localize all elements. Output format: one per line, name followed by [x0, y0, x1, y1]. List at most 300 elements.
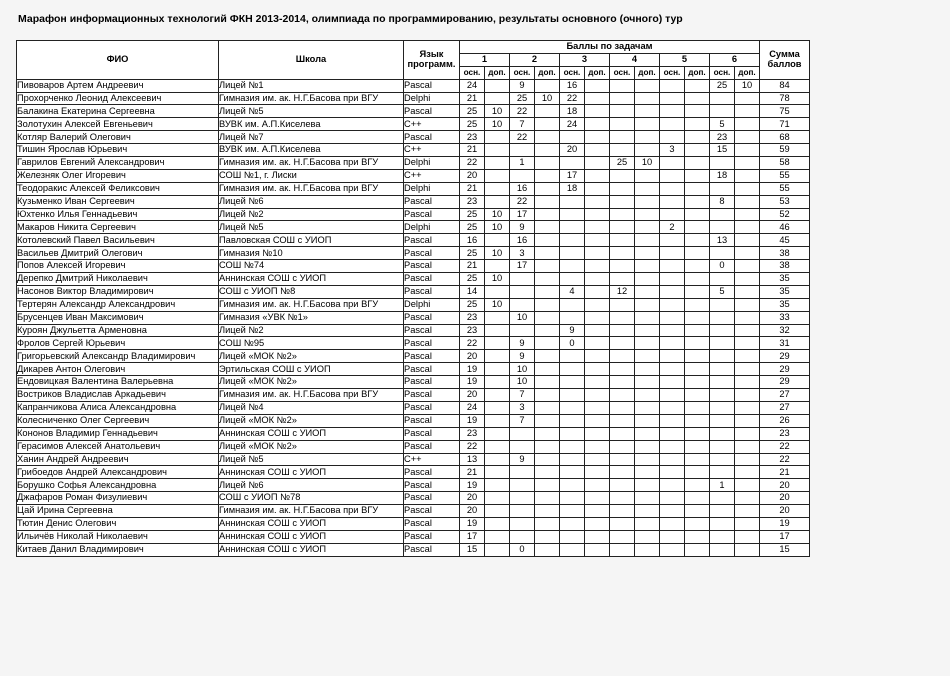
participant-name: Кононов Владимир Геннадьевич: [17, 427, 219, 440]
score-cell: 16: [460, 234, 485, 247]
programming-language: Pascal: [404, 285, 460, 298]
score-cell: [585, 195, 610, 208]
score-cell: [610, 530, 635, 543]
score-cell: [560, 505, 585, 518]
programming-language: Pascal: [404, 466, 460, 479]
score-cell: 18: [560, 182, 585, 195]
table-row: [17, 118, 810, 131]
total-score: 23: [760, 427, 810, 440]
programming-language: Pascal: [404, 311, 460, 324]
score-cell: [560, 376, 585, 389]
total-score: 19: [760, 517, 810, 530]
score-cell: 3: [660, 144, 685, 157]
score-cell: [485, 376, 510, 389]
score-cell: [710, 273, 735, 286]
header-osn-4: осн.: [610, 66, 635, 79]
score-cell: [610, 169, 635, 182]
score-cell: 25: [460, 118, 485, 131]
score-cell: [535, 505, 560, 518]
score-cell: [660, 427, 685, 440]
score-cell: [610, 517, 635, 530]
score-cell: 14: [460, 285, 485, 298]
document-title: Марафон информационных технологий ФКН 2013-2014, олимпиада по программированию, результаты основного (очного) тур: [18, 13, 683, 25]
total-score: 22: [760, 440, 810, 453]
score-cell: [610, 247, 635, 260]
score-cell: [635, 273, 660, 286]
table-row: [17, 157, 810, 170]
score-cell: [535, 324, 560, 337]
score-cell: 13: [460, 453, 485, 466]
score-cell: [585, 401, 610, 414]
score-cell: [635, 466, 660, 479]
score-cell: [585, 92, 610, 105]
score-cell: [485, 466, 510, 479]
score-cell: [585, 298, 610, 311]
score-cell: [635, 401, 660, 414]
score-cell: [685, 479, 710, 492]
score-cell: [485, 530, 510, 543]
score-cell: 25: [460, 105, 485, 118]
total-score: 29: [760, 350, 810, 363]
score-cell: 10: [485, 273, 510, 286]
total-score: 84: [760, 79, 810, 92]
results-table: [16, 40, 810, 557]
table-row: [17, 389, 810, 402]
score-cell: [610, 427, 635, 440]
score-cell: [610, 221, 635, 234]
score-cell: [635, 208, 660, 221]
score-cell: [535, 260, 560, 273]
score-cell: [685, 285, 710, 298]
score-cell: [735, 195, 760, 208]
score-cell: 9: [560, 324, 585, 337]
table-row: [17, 131, 810, 144]
programming-language: Delphi: [404, 182, 460, 195]
score-cell: 23: [710, 131, 735, 144]
score-cell: [535, 530, 560, 543]
score-cell: [610, 337, 635, 350]
score-cell: [535, 144, 560, 157]
score-cell: [710, 182, 735, 195]
score-cell: [485, 440, 510, 453]
programming-language: Pascal: [404, 376, 460, 389]
programming-language: Pascal: [404, 479, 460, 492]
participant-name: Тишин Ярослав Юрьевич: [17, 144, 219, 157]
score-cell: [735, 131, 760, 144]
score-cell: [485, 285, 510, 298]
school-name: Гимназия им. ак. Н.Г.Басова при ВГУ: [219, 92, 404, 105]
score-cell: [535, 195, 560, 208]
score-cell: [735, 492, 760, 505]
score-cell: [660, 492, 685, 505]
score-cell: [635, 79, 660, 92]
score-cell: 23: [460, 427, 485, 440]
score-cell: [635, 105, 660, 118]
score-cell: [735, 247, 760, 260]
programming-language: Pascal: [404, 492, 460, 505]
score-cell: [585, 376, 610, 389]
score-cell: [685, 208, 710, 221]
score-cell: [610, 311, 635, 324]
participant-name: Востриков Владислав Аркадьевич: [17, 389, 219, 402]
score-cell: [735, 169, 760, 182]
score-cell: 10: [535, 92, 560, 105]
participant-name: Кузьменко Иван Сергеевич: [17, 195, 219, 208]
score-cell: [710, 105, 735, 118]
table-row: [17, 376, 810, 389]
participant-name: Гаврилов Евгений Александрович: [17, 157, 219, 170]
table-row: [17, 144, 810, 157]
header-total: Сумма баллов: [760, 41, 810, 80]
header-dop-4: доп.: [635, 66, 660, 79]
score-cell: 17: [510, 260, 535, 273]
school-name: Павловская СОШ с УИОП: [219, 234, 404, 247]
score-cell: [610, 543, 635, 556]
score-cell: [735, 337, 760, 350]
score-cell: 7: [510, 118, 535, 131]
score-cell: [685, 247, 710, 260]
header-task-5: 5: [660, 53, 710, 66]
score-cell: [485, 350, 510, 363]
score-cell: [735, 427, 760, 440]
score-cell: [660, 195, 685, 208]
score-cell: [560, 195, 585, 208]
score-cell: [635, 182, 660, 195]
score-cell: [560, 363, 585, 376]
score-cell: 16: [510, 182, 535, 195]
score-cell: 9: [510, 221, 535, 234]
participant-name: Тютин Денис Олегович: [17, 517, 219, 530]
score-cell: 1: [510, 157, 535, 170]
score-cell: [485, 195, 510, 208]
table-row: [17, 505, 810, 518]
total-score: 20: [760, 479, 810, 492]
score-cell: [735, 260, 760, 273]
score-cell: [535, 131, 560, 144]
score-cell: [535, 466, 560, 479]
score-cell: 9: [510, 337, 535, 350]
score-cell: [635, 505, 660, 518]
score-cell: [535, 517, 560, 530]
score-cell: [485, 543, 510, 556]
score-cell: 10: [510, 311, 535, 324]
table-row: [17, 492, 810, 505]
score-cell: [710, 401, 735, 414]
score-cell: [610, 208, 635, 221]
score-cell: 10: [485, 221, 510, 234]
school-name: Аннинская СОШ с УИОП: [219, 466, 404, 479]
total-score: 20: [760, 505, 810, 518]
score-cell: [610, 79, 635, 92]
total-score: 59: [760, 144, 810, 157]
total-score: 35: [760, 285, 810, 298]
score-cell: [535, 350, 560, 363]
score-cell: [635, 195, 660, 208]
score-cell: [560, 427, 585, 440]
score-cell: [610, 414, 635, 427]
participant-name: Ханин Андрей Андреевич: [17, 453, 219, 466]
header-dop-2: доп.: [535, 66, 560, 79]
total-score: 68: [760, 131, 810, 144]
school-name: Гимназия им. ак. Н.Г.Басова при ВГУ: [219, 298, 404, 311]
score-cell: [660, 479, 685, 492]
score-cell: [560, 517, 585, 530]
score-cell: [585, 427, 610, 440]
table-row: [17, 221, 810, 234]
score-cell: 25: [610, 157, 635, 170]
score-cell: [585, 105, 610, 118]
score-cell: [535, 479, 560, 492]
school-name: Аннинская СОШ с УИОП: [219, 530, 404, 543]
header-task-6: 6: [710, 53, 760, 66]
score-cell: 7: [510, 389, 535, 402]
score-cell: [735, 105, 760, 118]
programming-language: Pascal: [404, 530, 460, 543]
score-cell: [635, 144, 660, 157]
score-cell: 25: [460, 247, 485, 260]
score-cell: [535, 427, 560, 440]
score-cell: [560, 208, 585, 221]
participant-name: Фролов Сергей Юрьевич: [17, 337, 219, 350]
score-cell: [735, 324, 760, 337]
score-cell: [485, 505, 510, 518]
school-name: Аннинская СОШ с УИОП: [219, 427, 404, 440]
score-cell: [635, 414, 660, 427]
school-name: Лицей №2: [219, 324, 404, 337]
score-cell: [710, 157, 735, 170]
table-row: [17, 517, 810, 530]
score-cell: 9: [510, 453, 535, 466]
score-cell: [610, 440, 635, 453]
score-cell: [710, 221, 735, 234]
score-cell: [660, 311, 685, 324]
score-cell: 23: [460, 131, 485, 144]
score-cell: [610, 479, 635, 492]
score-cell: [535, 337, 560, 350]
score-cell: 0: [510, 543, 535, 556]
score-cell: 5: [710, 285, 735, 298]
score-cell: [510, 324, 535, 337]
school-name: Гимназия им. ак. Н.Г.Басова при ВГУ: [219, 157, 404, 170]
score-cell: [735, 311, 760, 324]
participant-name: Золотухин Алексей Евгеньевич: [17, 118, 219, 131]
score-cell: [560, 479, 585, 492]
score-cell: [585, 234, 610, 247]
score-cell: [510, 427, 535, 440]
total-score: 22: [760, 453, 810, 466]
programming-language: C++: [404, 118, 460, 131]
programming-language: Pascal: [404, 247, 460, 260]
score-cell: [635, 337, 660, 350]
score-cell: [635, 221, 660, 234]
score-cell: 7: [510, 414, 535, 427]
score-cell: [485, 144, 510, 157]
programming-language: C++: [404, 453, 460, 466]
score-cell: 21: [460, 466, 485, 479]
total-score: 21: [760, 466, 810, 479]
score-cell: [710, 414, 735, 427]
score-cell: [585, 182, 610, 195]
score-cell: [560, 311, 585, 324]
programming-language: Pascal: [404, 131, 460, 144]
school-name: Лицей «МОК №2»: [219, 414, 404, 427]
table-row: [17, 105, 810, 118]
score-cell: [610, 376, 635, 389]
total-score: 71: [760, 118, 810, 131]
total-score: 35: [760, 273, 810, 286]
score-cell: [685, 324, 710, 337]
score-cell: [535, 221, 560, 234]
score-cell: [610, 234, 635, 247]
score-cell: [660, 414, 685, 427]
score-cell: [660, 105, 685, 118]
score-cell: 16: [510, 234, 535, 247]
header-dop-5: доп.: [685, 66, 710, 79]
score-cell: [710, 440, 735, 453]
score-cell: 19: [460, 376, 485, 389]
score-cell: [735, 157, 760, 170]
school-name: Лицей №4: [219, 401, 404, 414]
score-cell: [585, 363, 610, 376]
school-name: СОШ с УИОП №8: [219, 285, 404, 298]
total-score: 55: [760, 182, 810, 195]
score-cell: 19: [460, 479, 485, 492]
score-cell: [660, 517, 685, 530]
score-cell: [735, 221, 760, 234]
header-osn-6: осн.: [710, 66, 735, 79]
score-cell: 23: [460, 311, 485, 324]
score-cell: 22: [460, 440, 485, 453]
school-name: ВУВК им. А.П.Киселева: [219, 118, 404, 131]
school-name: СОШ №1, г. Лиски: [219, 169, 404, 182]
score-cell: [535, 208, 560, 221]
programming-language: C++: [404, 169, 460, 182]
score-cell: [510, 479, 535, 492]
table-row: [17, 401, 810, 414]
score-cell: [585, 144, 610, 157]
programming-language: Pascal: [404, 105, 460, 118]
score-cell: 25: [460, 273, 485, 286]
total-score: 29: [760, 376, 810, 389]
score-cell: [710, 466, 735, 479]
score-cell: 4: [560, 285, 585, 298]
score-cell: 10: [510, 363, 535, 376]
score-cell: [710, 530, 735, 543]
total-score: 20: [760, 492, 810, 505]
score-cell: [535, 311, 560, 324]
score-cell: [660, 157, 685, 170]
score-cell: [710, 492, 735, 505]
score-cell: [735, 298, 760, 311]
score-cell: [610, 273, 635, 286]
score-cell: [685, 311, 710, 324]
score-cell: [685, 440, 710, 453]
score-cell: [635, 543, 660, 556]
score-cell: [735, 479, 760, 492]
score-cell: [485, 363, 510, 376]
score-cell: [560, 260, 585, 273]
score-cell: [485, 260, 510, 273]
participant-name: Грибоедов Андрей Александрович: [17, 466, 219, 479]
score-cell: [710, 389, 735, 402]
score-cell: [585, 414, 610, 427]
score-cell: [735, 414, 760, 427]
score-cell: 20: [460, 350, 485, 363]
school-name: Лицей «МОК №2»: [219, 440, 404, 453]
school-name: Гимназия им. ак. Н.Г.Басова при ВГУ: [219, 505, 404, 518]
score-cell: [485, 169, 510, 182]
score-cell: [485, 79, 510, 92]
score-cell: [685, 92, 710, 105]
score-cell: [510, 285, 535, 298]
score-cell: [560, 543, 585, 556]
score-cell: [660, 118, 685, 131]
score-cell: [685, 105, 710, 118]
score-cell: [635, 311, 660, 324]
score-cell: [685, 427, 710, 440]
table-row: [17, 311, 810, 324]
score-cell: [585, 479, 610, 492]
score-cell: 5: [710, 118, 735, 131]
score-cell: [485, 182, 510, 195]
programming-language: Pascal: [404, 337, 460, 350]
score-cell: [535, 234, 560, 247]
score-cell: [585, 157, 610, 170]
score-cell: [610, 324, 635, 337]
score-cell: [560, 492, 585, 505]
school-name: Гимназия №10: [219, 247, 404, 260]
school-name: Лицей №1: [219, 79, 404, 92]
score-cell: [610, 131, 635, 144]
score-cell: [535, 105, 560, 118]
total-score: 78: [760, 92, 810, 105]
score-cell: [635, 324, 660, 337]
score-cell: [735, 285, 760, 298]
score-cell: 10: [635, 157, 660, 170]
programming-language: Pascal: [404, 324, 460, 337]
header-task-3: 3: [560, 53, 610, 66]
score-cell: [485, 389, 510, 402]
score-cell: [535, 389, 560, 402]
score-cell: [685, 376, 710, 389]
total-score: 26: [760, 414, 810, 427]
score-cell: 21: [460, 260, 485, 273]
score-cell: [660, 376, 685, 389]
score-cell: 12: [610, 285, 635, 298]
programming-language: Pascal: [404, 414, 460, 427]
programming-language: Pascal: [404, 543, 460, 556]
score-cell: [585, 79, 610, 92]
score-cell: 2: [660, 221, 685, 234]
score-cell: 21: [460, 182, 485, 195]
score-cell: [510, 440, 535, 453]
score-cell: [635, 298, 660, 311]
table-row: [17, 337, 810, 350]
score-cell: 25: [510, 92, 535, 105]
score-cell: 18: [560, 105, 585, 118]
participant-name: Григорьевский Александр Владимирович: [17, 350, 219, 363]
school-name: Гимназия им. ак. Н.Г.Басова при ВГУ: [219, 182, 404, 195]
score-cell: 22: [460, 337, 485, 350]
header-fio: ФИО: [17, 41, 219, 80]
score-cell: [610, 350, 635, 363]
score-cell: [510, 169, 535, 182]
score-cell: [735, 118, 760, 131]
school-name: Лицей №6: [219, 479, 404, 492]
score-cell: [510, 466, 535, 479]
score-cell: [660, 169, 685, 182]
score-cell: 17: [460, 530, 485, 543]
